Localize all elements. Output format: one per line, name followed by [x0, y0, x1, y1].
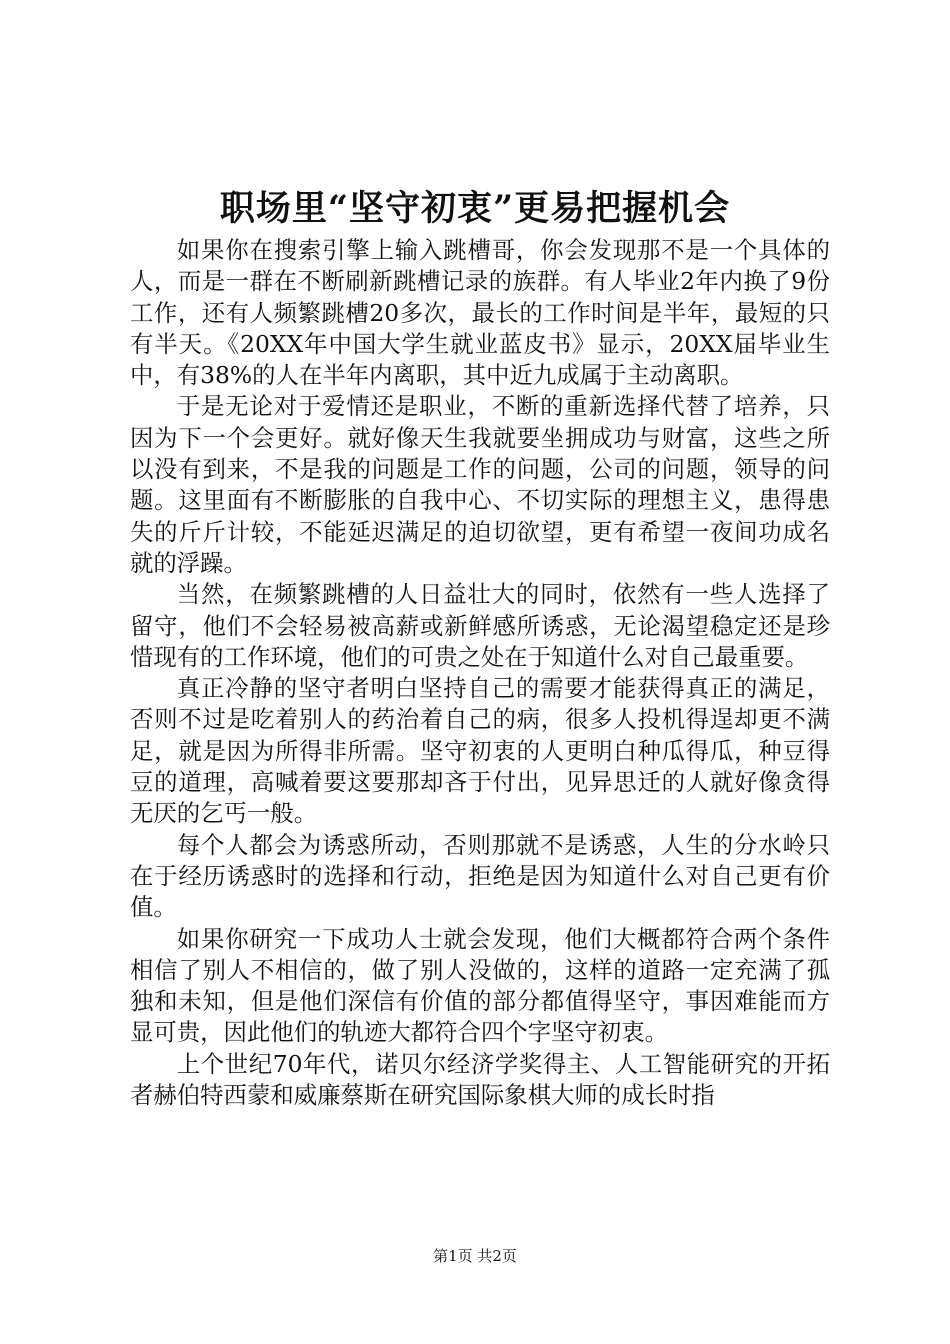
document-body: [130, 235, 830, 1111]
paragraph: 每个人都会为诱惑所动，否则那就不是诱惑，人生的分水岭只在于经历诱惑时的选择和行动，拒绝是因为知道什么对自己更有价值。: [130, 830, 830, 922]
page-footer: 第1页 共2页: [433, 1247, 517, 1265]
paragraph: 当然，在频繁跳槽的人日益壮大的同时，依然有一些人选择了留守，他们不会轻易被高薪或新鲜感所诱惑，无论渴望稳定还是珍惜现有的工作环境，他们的可贵之处在于知道什么对自己最重要。: [130, 580, 830, 671]
paragraph: 真正冷静的坚守者明白坚持自己的需要才能获得真正的满足，否则不过是吃着别人的药治着自己的病，很多人投机得逞却更不满足，就是因为所得非所需。坚守初衷的人更明白种瓜得瓜，种豆得豆的道理，高喊着要这要那却吝于付出，见异思迁的人就好像贪得无厌的乞丐一般。: [130, 674, 830, 828]
paragraph: 上个世纪70年代，诺贝尔经济学奖得主、人工智能研究的开拓者赫伯特西蒙和威廉蔡斯在研究国际象棋大师的成长时指: [130, 1049, 830, 1110]
document-title: 职场里“坚守初衷”更易把握机会: [219, 188, 731, 229]
paragraph: 于是无论对于爱情还是职业，不断的重新选择代替了培养，只因为下一个会更好。就好像天生我就要坐拥成功与财富，这些之所以没有到来，不是我的问题是工作的问题，公司的问题，领导的问题。这里面有不断膨胀的自我中心、不切实际的理想主义，患得患失的斤斤计较，不能延迟满足的迫切欲望，更有希望一夜间功成名就的浮躁。: [130, 392, 830, 577]
paragraph: 如果你在搜索引擎上输入跳槽哥，你会发现那不是一个具体的人，而是一群在不断刷新跳槽记录的族群。有人毕业2年内换了9份工作，还有人频繁跳槽20多次，最长的工作时间是半年，最短的只有半天。《20XX年中国大学生就业蓝皮书》显示，20XX届毕业生中，有38%的人在半年内离职，其中近九成属于主动离职。: [130, 236, 830, 390]
paragraph: 如果你研究一下成功人士就会发现，他们大概都符合两个条件相信了别人不相信的，做了别人没做的，这样的道路一定充满了孤独和未知，但是他们深信有价值的部分都值得坚守，事因难能而方显可贵，因此他们的轨迹大都符合四个字坚守初衷。: [130, 924, 830, 1047]
